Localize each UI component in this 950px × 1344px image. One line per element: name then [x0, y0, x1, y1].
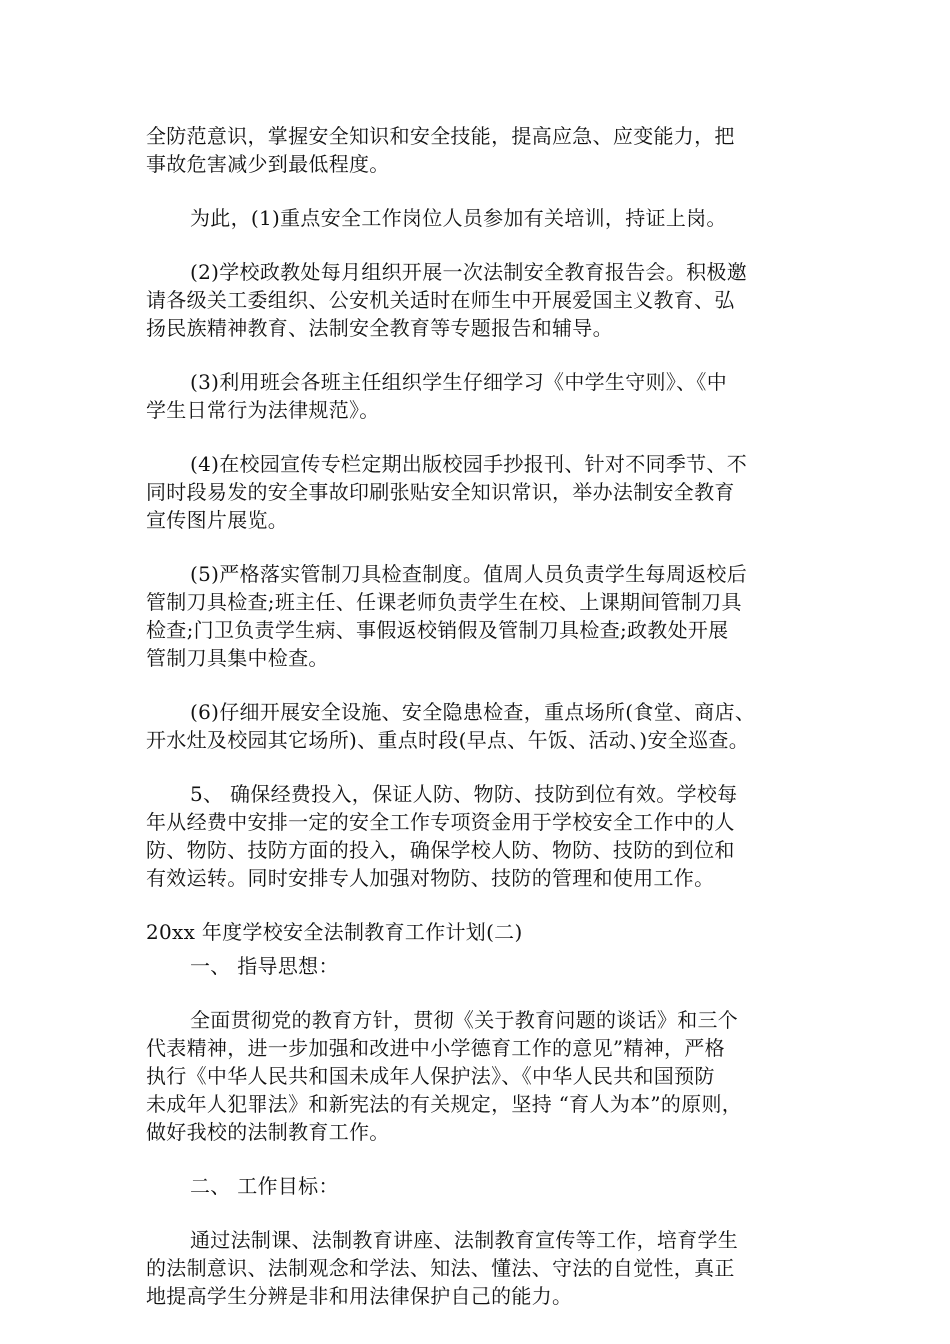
paragraph-section-5-funding: 5、 确保经费投入，保证人防、物防、技防到位有效。学校每 年从经费中安排一定的安全工作专项资金用于学校安全工作中的人 防、物防、技防方面的投入，确保学校人防、物防、技防的到位和 有效运转。同时安排专人加强对物防、技防的管理和使用工作。 [146, 782, 738, 890]
heading-guiding-ideology: 一、 指导思想： [190, 954, 339, 978]
paragraph-guiding-ideology: 全面贯彻党的教育方针，贯彻《关于教育问题的谈话》和三个 代表精神，进一步加强和改进中小学德育工作的意见”精神，严格 执行《中华人民共和国未成年人保护法》、《中华人民共和国预防 未成年人犯罪法》和新宪法的有关规定，坚持 “育人为本”的原则， 做好我校的法制教育工作。 [146, 1008, 743, 1144]
paragraph-work-goals: 通过法制课、法制教育讲座、法制教育宣传等工作，培育学生 的法制意识、法制观念和学法、知法、懂法、守法的自觉性，真正 地提高学生分辨是非和用法律保护自己的能力。 [146, 1228, 739, 1308]
document-body [146, 122, 811, 1336]
document-subtitle: 20xx 年度学校安全法制教育工作计划(二) [146, 920, 523, 944]
heading-work-goals: 二、 工作目标： [190, 1174, 339, 1198]
paragraph-safety-awareness: 全防范意识，掌握安全知识和安全技能，提高应急、应变能力，把 事故危害减少到最低程度。 [146, 124, 735, 176]
paragraph-item-4-publicity: (4)在校园宣传专栏定期出版校园手抄报刊、针对不同季节、不 同时段易发的安全事故印刷张贴安全知识常识，举办法制安全教育 宣传图片展览。 [146, 452, 748, 532]
paragraph-item-1-training: 为此，(1)重点安全工作岗位人员参加有关培训，持证上岗。 [190, 206, 727, 230]
paragraph-item-3-class-meeting: (3)利用班会各班主任组织学生仔细学习《中学生守则》、《中 学生日常行为法律规范》。 [146, 370, 728, 422]
paragraph-item-2-report-meeting: (2)学校政教处每月组织开展一次法制安全教育报告会。积极邀 请各级关工委组织、公安机关适时在师生中开展爱国主义教育、弘 扬民族精神教育、法制安全教育等专题报告和辅导。 [146, 260, 748, 340]
paragraph-item-6-inspection: (6)仔细开展安全设施、安全隐患检查，重点场所(食堂、商店、 开水灶及校园其它场所)、重点时段(早点、午饭、活动、)安全巡查。 [146, 700, 756, 752]
paragraph-item-5-knife-control: (5)严格落实管制刀具检查制度。值周人员负责学生每周返校后 管制刀具检查;班主任、任课老师负责学生在校、上课期间管制刀具 检查;门卫负责学生病、事假返校销假及管制刀具检查;政教处开展 管制刀具集中检查。 [146, 562, 748, 670]
